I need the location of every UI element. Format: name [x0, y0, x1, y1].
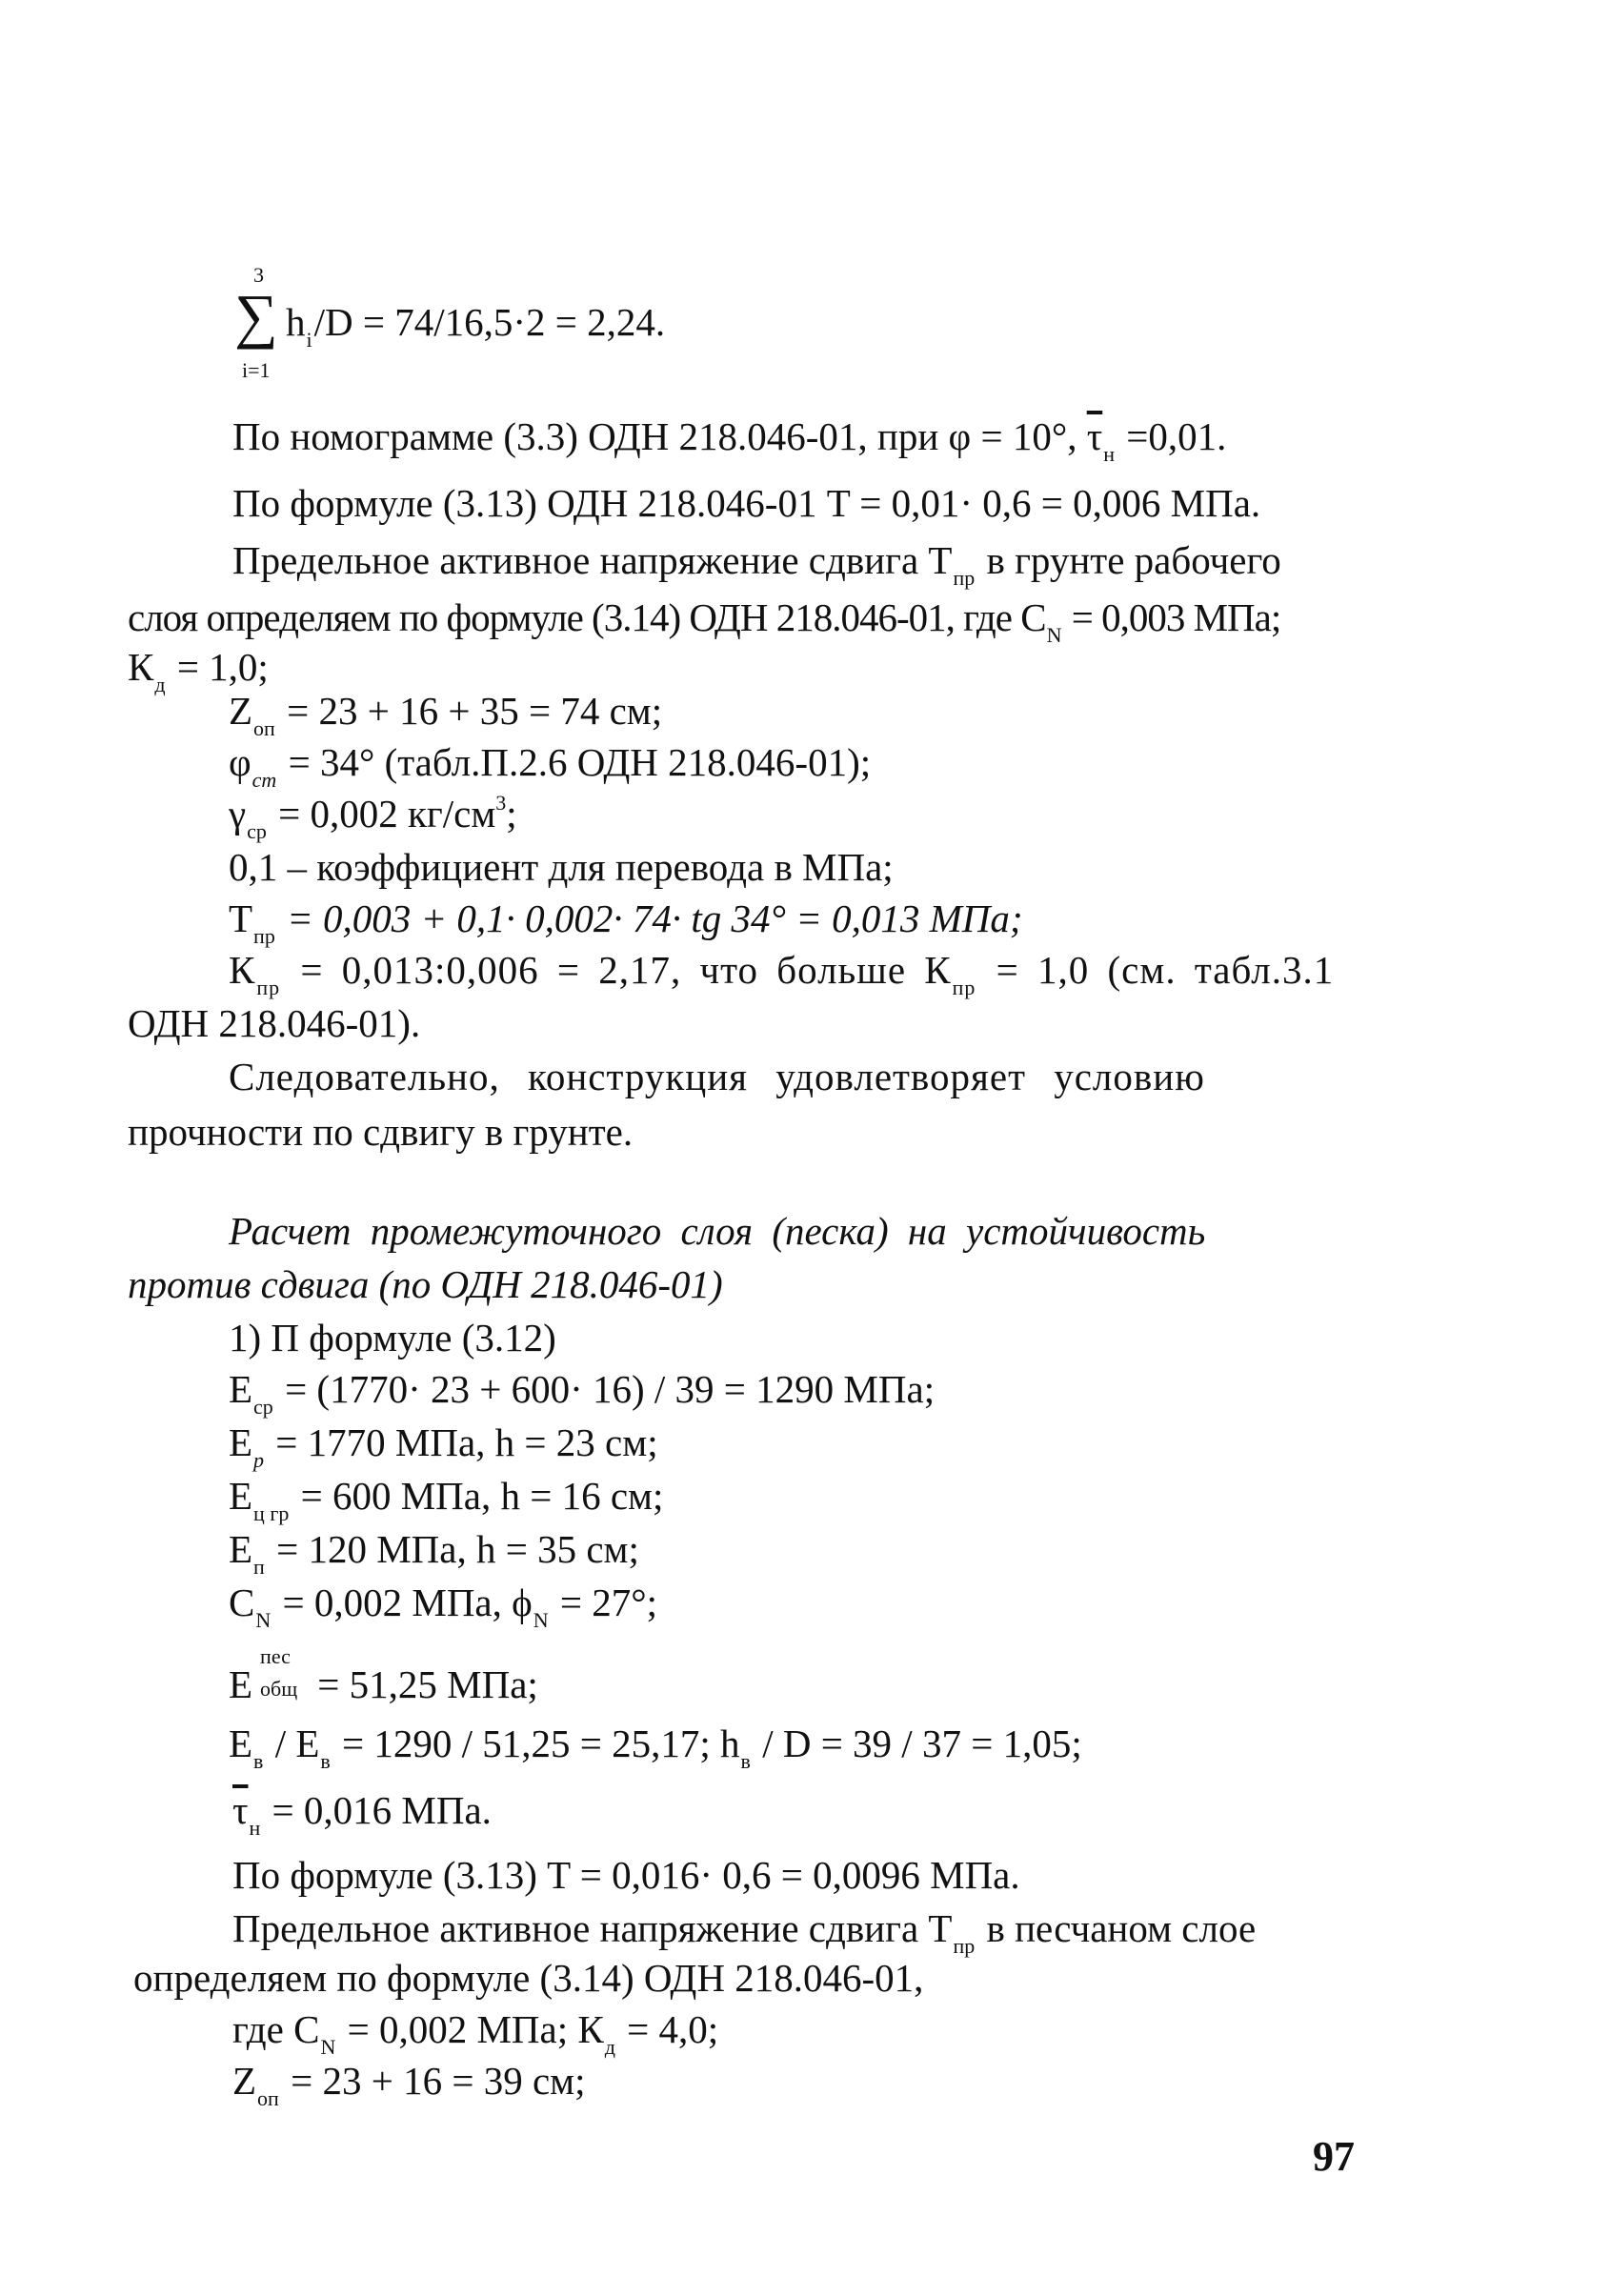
subscript: N: [255, 1608, 272, 1632]
text-span: E: [229, 1662, 253, 1706]
text-line: [128, 645, 269, 696]
text-span: = 0,002 кг/см: [268, 792, 496, 836]
text-line: По формуле (3.13) T = 0,016· 0,6 = 0,0096 МПа.: [232, 1853, 1020, 1897]
text-line: [229, 689, 663, 740]
text-line: Следовательно, конструкция удовлетворяет условию: [229, 1055, 1205, 1098]
text-span: γ: [229, 792, 247, 836]
text-span: Предельное активное напряжение сдвига T: [232, 538, 953, 582]
text-span: По номограмме (3.3) ОДН 218.046-01, при φ = 10°,: [232, 414, 1087, 458]
text-span: Z: [232, 2059, 257, 2103]
text-span: где C: [232, 2007, 320, 2051]
text-span: / E: [265, 1722, 320, 1765]
subscript: н: [249, 1816, 261, 1840]
subscript: ср: [253, 1395, 273, 1419]
text-span: = 0,002 МПа; К: [337, 2007, 604, 2051]
text-span: Предельное активное напряжение сдвига T: [232, 1906, 953, 1950]
subscript: н: [1103, 442, 1116, 466]
subscript: N: [320, 2035, 336, 2059]
text-line: ОДН 218.046-01).: [128, 1001, 421, 1045]
text-span: К: [128, 645, 154, 689]
text-line: прочности по сдвигу в грунте.: [128, 1110, 634, 1154]
superscript: пес: [260, 1644, 291, 1668]
subscript: в: [740, 1749, 751, 1773]
text-span: = 1,0 (см. табл.3.1: [977, 948, 1335, 992]
text-line: [229, 791, 517, 843]
text-line: [229, 1420, 658, 1472]
text-line: [229, 1474, 664, 1525]
text-span: = 27°;: [550, 1581, 658, 1624]
text-span: = 0,016 МПа.: [262, 1788, 492, 1832]
text-span: слоя определяем по формуле (3.14) ОДН 218.046-01, где C: [128, 595, 1046, 639]
text-span: = 120 МПа, h = 35 см;: [266, 1527, 639, 1571]
text-span: К: [229, 948, 256, 992]
text-line: [229, 1644, 538, 1706]
text-span: T: [229, 896, 253, 940]
sum-lower-limit: i=1: [242, 358, 271, 382]
text-span: / D = 39 / 37 = 1,05;: [752, 1722, 1082, 1765]
text-span: = (1770· 23 + 600· 16) / 39 = 1290 МПа;: [274, 1367, 936, 1411]
text-line: [229, 896, 1023, 948]
text-span: E: [229, 1722, 253, 1765]
subscript: в: [320, 1749, 331, 1773]
text-line: [128, 595, 1281, 647]
text-line: [232, 1906, 1257, 1958]
subscript: общ: [260, 1677, 298, 1701]
sum-body-rest: /D = 74/16,5·2 = 2,24.: [313, 300, 666, 344]
text-span: = 1,0;: [167, 645, 269, 689]
subscript: д: [604, 2035, 615, 2059]
superscript: 3: [495, 791, 507, 815]
text-line: По формуле (3.13) ОДН 218.046-01 T = 0,01· 0,6 = 0,006 МПа.: [232, 481, 1261, 525]
page-number: 97: [1313, 2133, 1355, 2180]
subscript: пр: [952, 976, 976, 999]
text-span: φ: [229, 740, 252, 784]
subscript: оп: [253, 716, 275, 740]
text-span: E: [229, 1367, 253, 1411]
text-span: = 23 + 16 = 39 см;: [280, 2059, 586, 2103]
stacked-indices: [252, 1644, 308, 1701]
text-line: 1) П формуле (3.12): [229, 1316, 556, 1359]
tau-symbol: $\overline{\tau}$: [232, 1788, 249, 1832]
text-span: E: [229, 1527, 253, 1571]
text-span: = 0,003 + 0,1· 0,002· 74· tg 34° = 0,013 МПа;: [276, 896, 1023, 940]
subscript: ц гр: [253, 1501, 290, 1525]
text-span: E: [229, 1420, 253, 1464]
subscript: ст: [252, 768, 277, 792]
text-line: [229, 1367, 936, 1419]
tau-symbol: $\overline{\tau}$: [1086, 414, 1103, 458]
text-span: в песчаном слое: [976, 1906, 1257, 1950]
text-span: ;: [506, 792, 517, 836]
text-line: определяем по формуле (3.14) ОДН 218.046-01,: [133, 1956, 924, 2000]
subscript: пр: [953, 566, 976, 590]
text-line: [229, 1581, 658, 1632]
subscript: оп: [257, 2086, 279, 2110]
text-span: в грунте рабочего: [976, 538, 1281, 582]
text-span: = 51,25 МПа;: [308, 1662, 538, 1706]
text-line: [232, 2007, 719, 2059]
text-span: = 0,013:0,006 = 2,17, что больше К: [282, 948, 952, 992]
sum-upper-limit: 3: [253, 263, 264, 287]
text-line: [232, 414, 1227, 466]
text-line: [229, 948, 1335, 999]
subscript: р: [253, 1448, 265, 1472]
text-span: Z: [229, 689, 253, 733]
text-span: = 600 МПа, h = 16 см;: [291, 1474, 664, 1518]
subscript: ср: [247, 819, 267, 843]
text-span: C: [229, 1581, 255, 1624]
text-line: [232, 1788, 492, 1840]
text-span: = 0,002 МПа, ϕ: [272, 1581, 533, 1624]
text-line: [232, 2059, 586, 2110]
text-line: [229, 740, 872, 792]
text-line: [232, 538, 1281, 590]
subscript: в: [253, 1749, 264, 1773]
sum-formula: [286, 300, 666, 352]
text-span: = 4,0;: [616, 2007, 719, 2051]
text-line: [229, 1722, 1082, 1773]
subscript: N: [1046, 623, 1061, 647]
sigma-glyph: ∑: [234, 282, 278, 350]
subscript: п: [253, 1555, 265, 1579]
text-span: = 34° (табл.П.2.6 ОДН 218.046-01);: [278, 740, 872, 784]
subscript: пр: [253, 924, 275, 948]
text-span: = 0,003 МПа;: [1062, 595, 1281, 639]
section-heading-line-1: Расчет промежуточного слоя (песка) на устойчивость: [229, 1209, 1206, 1253]
subscript: пр: [256, 976, 281, 999]
text-span: = 23 + 16 + 35 = 74 см;: [276, 689, 663, 733]
subscript: N: [533, 1608, 549, 1632]
sum-body-index: i: [306, 328, 312, 352]
subscript: д: [154, 673, 166, 696]
text-line: 0,1 – коэффициент для перевода в МПа;: [229, 845, 894, 889]
sum-body-h: h: [286, 300, 306, 344]
text-span: = 1290 / 51,25 = 25,17; h: [332, 1722, 740, 1765]
text-span: = 1770 МПа, h = 23 см;: [266, 1420, 658, 1464]
subscript: пр: [953, 1934, 976, 1958]
section-heading-line-2: против сдвига (по ОДН 218.046-01): [128, 1262, 723, 1306]
text-span: E: [229, 1474, 253, 1518]
text-span: =0,01.: [1117, 414, 1227, 458]
text-line: [229, 1527, 639, 1579]
